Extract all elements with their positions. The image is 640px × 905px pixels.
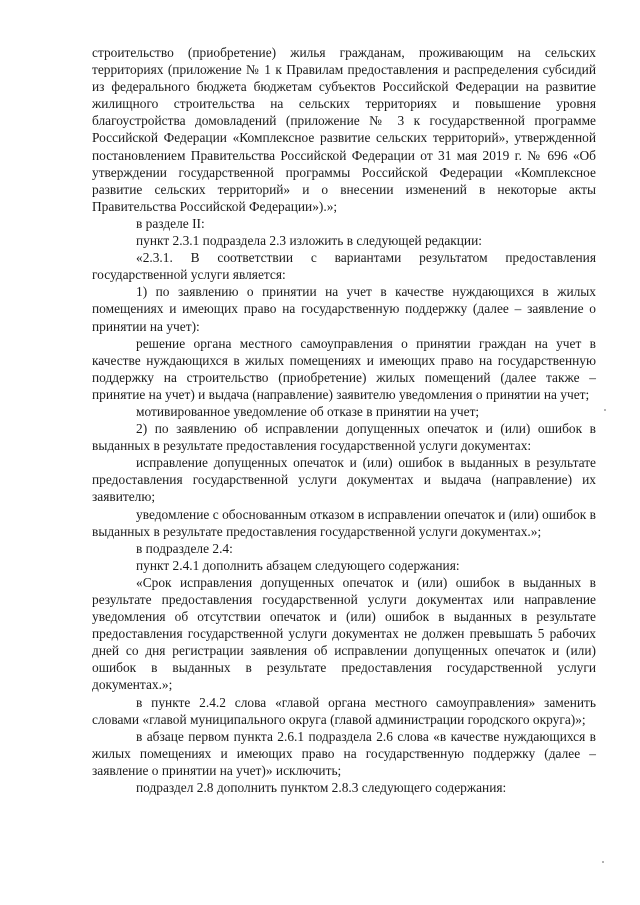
paragraph-deadline: «Срок исправления допущенных опечаток и (или) ошибок в выданных в результате предоставления государственной услуги документах или направление уведомления об отсутствии опечаток и (или) ошибок в выданных в результате предоставления государственной услуги документах не должен превышать 5 рабочих дней со дня регистрации заявления об исправлении допущенных опечаток и (или) ошибок в выданных в результате предоставления государственной услуги документах.»; [92, 574, 596, 693]
paragraph-subsection-2-4: в подразделе 2.4: [136, 540, 233, 556]
scan-speck [604, 409, 606, 411]
paragraph-point-2-3-1-intro: пункт 2.3.1 подраздела 2.3 изложить в следующей редакции: [136, 233, 482, 249]
paragraph-refusal-correction: уведомление с обоснованным отказом в исправлении опечаток и (или) ошибок в выданных в результате предоставления государственной услуги документах.»; [92, 506, 596, 539]
paragraph-point-2-4-2: в пункте 2.4.2 слова «главой органа местного самоуправления» заменить словами «главой муниципального округа (главой администрации городского округа)»; [92, 694, 596, 727]
paragraph-decision: решение органа местного самоуправления о принятии граждан на учет в качестве нуждающихся в жилых помещениях и имеющих право на государственную поддержку на строительство (приобретение) жилых помещений (далее также – принятие на учет) и выдача (направление) заявителю уведомления о принятии на учет; [92, 335, 596, 402]
paragraph-2-3-1: «2.3.1. В соответствии с вариантами результатом предоставления государственной услуги является: [92, 250, 596, 283]
paragraph-item-2: 2) по заявлению об исправлении допущенных опечаток и (или) ошибок в выданных в результате предоставления государственной услуги документах: [92, 421, 596, 454]
paragraph-point-2-6-1: в абзаце первом пункта 2.6.1 подраздела 2.6 слова «в качестве нуждающихся в жилых помещениях и имеющих право на государственную поддержку (далее – заявление о принятии на учет)» исключить; [92, 728, 596, 778]
document-body [92, 44, 596, 796]
paragraph-section-ii: в разделе II: [136, 215, 205, 231]
paragraph-correction: исправление допущенных опечаток и (или) ошибок в выданных в результате предоставления государственной услуги документах и выдача (направление) их заявителю; [92, 455, 596, 505]
paragraph-continuation: строительство (приобретение) жилья гражданам, проживающим на сельских территориях (приложение № 1 к Правилам предоставления и распределения субсидий из федерального бюджета бюджетам субъектов Российской Федерации на развитие жилищного строительства на сельских территориях и повышение уровня благоустройства домовладений (приложение № 3 к государственной программе Российской Федерации «Комплексное развитие сельских территорий», утвержденной постановлением Правительства Российской Федерации от 31 мая 2019 г. № 696 «Об утверждении государственной программы Российской Федерации «Комплексное развитие сельских территорий» и о внесении изменений в некоторые акты Правительства Российской Федерации»).»; [92, 45, 596, 214]
paragraph-subsection-2-8: подраздел 2.8 дополнить пунктом 2.8.3 следующего содержания: [136, 780, 507, 796]
scan-speck [602, 861, 604, 863]
paragraph-refusal: мотивированное уведомление об отказе в принятии на учет; [136, 403, 480, 419]
paragraph-point-2-4-1: пункт 2.4.1 дополнить абзацем следующего содержания: [136, 557, 460, 573]
paragraph-item-1: 1) по заявлению о принятии на учет в качестве нуждающихся в жилых помещениях и имеющих право на государственную поддержку (далее – заявление о принятии на учет): [92, 284, 596, 334]
